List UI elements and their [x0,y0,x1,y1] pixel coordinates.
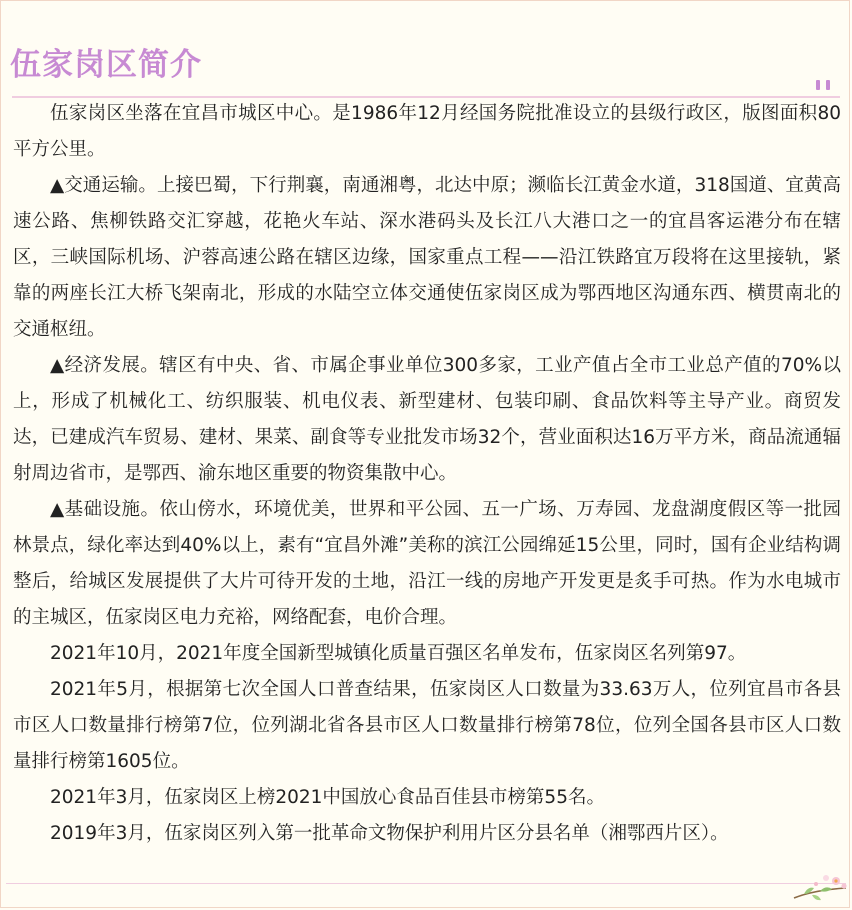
paragraph-2021-05: 2021年5月，根据第七次全国人口普查结果，伍家岗区人口数量为33.63万人，位列宜昌市各县市区人口数量排行榜第7位，位列湖北省各县市区人口数量排行榜第78位，位列全国各县市区人口数量排行榜第1605位。 [13,679,841,772]
paragraph-intro: 伍家岗区坐落在宜昌市城区中心。是1986年12月经国务院批准设立的县级行政区，版图面积80平方公里。 [13,103,841,160]
paragraph-2021-10: 2021年10月，2021年度全国新型城镇化质量百强区名单发布，伍家岗区名列第97。 [50,643,747,664]
paragraph-economy: ▲经济发展。辖区有中央、省、市属企事业单位300多家，工业产值占全市工业总产值的70%以上，形成了机械化工、纺织服装、机电仪表、新型建材、包装印刷、食品饮料等主导产业。商贸发达，已建成汽车贸易、建材、果菜、副食等专业批发市场32个，营业面积达16万平方米，商品流通辐射周边省市，是鄂西、渝东地区重要的物资集散中心。 [13,355,841,484]
paragraph-transport: ▲交通运输。上接巴蜀，下行荆襄，南通湘粤，北达中原；濒临长江黄金水道，318国道、宜黄高速公路、焦柳铁路交汇穿越，花艳火车站、深水港码头及长江八大港口之一的宜昌客运港分布在辖区，三峡国际机场、沪蓉高速公路在辖区边缘，国家重点工程——沿江铁路宜万段将在这里接轨，紧靠的两座长江大桥飞架南北，形成的水陆空立体交通使伍家岗区成为鄂西地区沟通东西、横贯南北的交通枢纽。 [13,175,841,340]
paragraph-2019-03: 2019年3月，伍家岗区列入第一批革命文物保护利用片区分县名单（湘鄂西片区）。 [50,823,729,844]
article-title: 伍家岗区简介 [10,47,202,83]
bottom-divider [6,883,846,884]
paragraph-infrastructure: ▲基础设施。依山傍水，环境优美，世界和平公园、五一广场、万寿园、龙盘湖度假区等一批园林景点，绿化率达到40%以上，素有“宜昌外滩”美称的滨江公园绵延15公里，同时，国有企业结构调整后，给城区发展提供了大片可待开发的土地，沿江一线的房地产开发更是炙手可热。作为水电城市的主城区，伍家岗区电力充裕，网络配套，电价合理。 [13,499,841,628]
article-body [13,96,841,852]
flower-branch-icon [790,864,850,904]
paragraph-2021-03: 2021年3月，伍家岗区上榜2021中国放心食品百佳县市榜第55名。 [50,787,605,808]
bars-decoration-icon [816,78,834,90]
